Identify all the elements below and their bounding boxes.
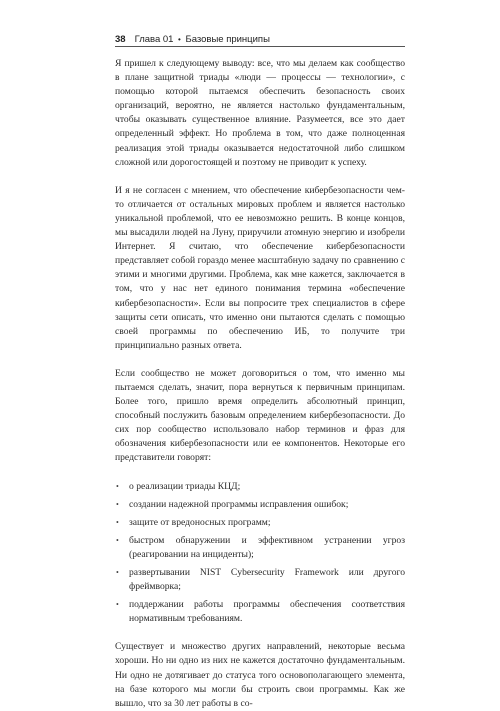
list-item-text: о реализации триады КЦД; [129, 480, 241, 492]
header-rule [115, 46, 405, 47]
bullet-icon: • [116, 600, 119, 610]
list-item [115, 516, 405, 530]
list-item [115, 480, 405, 494]
bullet-list [115, 480, 405, 627]
bullet-icon: • [116, 517, 119, 527]
list-item [115, 534, 405, 562]
paragraph-4: Существует и множество других направлений, некоторые весьма хороши. Но ни одно из них не кажется достаточно фундаментальным. Ни одно не дотягивает до статуса того основополагающего элемента, на базе которого мы могли бы строить свои программы. Как же вышло, что за 30 лет работы в со- [115, 641, 405, 709]
paragraph-2: И я не согласен с мнением, что обеспечение кибербезопасности чем-то отличается от остальных мировых проблем и является настолько уникальной проблемой, что ее невозможно решить. В конце концов, мы высадили людей на Луну, приручили атомную энергию и изобрели Интернет. Я считаю, что обеспечение кибербезопасности представляет собой гораздо менее масштабную задачу по сравнению с этими и многими другими. Проблема, как мне кажется, заключается в том, что у нас нет единого понимания термина «обеспечение кибербезопасности». Если вы попросите трех специалистов в сфере защиты сети описать, что именно они пытаются сделать с помощью своей программы по обеспечению ИБ, то получите три принципиально разных ответа. [115, 184, 405, 351]
list-item-text: поддержании работы программы обеспечения соответствия нормативным требованиям. [129, 599, 405, 625]
list-item-text: быстром обнаружении и эффективном устранении угроз (реагировании на инциденты); [129, 534, 405, 560]
paragraph-1: Я пришел к следующему выводу: все, что мы делаем как сообщество в плане защитной триады «люди — процессы — технологии», с помощью которой пытаемся обеспечить безопасность своих организаций, вероятно, не является настолько фундаментальным, чтобы оказывать существенное влияние. Разумеется, все это дает определенный эффект. Но проблема в том, что даже полноценная реализация этой триады оказывается недостаточной либо слишком сложной или дорогостоящей и поэтому не приводит к успеху. [115, 58, 405, 168]
header-bullet: • [178, 35, 181, 44]
bullet-icon: • [116, 535, 119, 545]
list-item-text: развертывании NIST Cybersecurity Framework или другого фреймворка; [129, 567, 405, 593]
section-title: Базовые принципы [185, 34, 270, 45]
bullet-icon: • [116, 499, 119, 509]
list-item-text: создании надежной программы исправления ошибок; [129, 498, 349, 510]
page-body [115, 57, 405, 711]
list-item [115, 598, 405, 626]
bullet-icon: • [116, 481, 119, 491]
bullet-icon: • [116, 568, 119, 577]
list-item-text: защите от вредоносных программ; [129, 516, 271, 528]
paragraph-3: Если сообщество не может договориться о том, что именно мы пытаемся сделать, значит, пора вернуться к первичным принципам. Более того, пришло время определить абсолютный принцип, способный послужить базовым определением кибербезопасности. До сих пор сообщество использовало набор терминов и фраз для обозначения кибербезопасности или ее компонентов. Некоторые его представители говорят: [115, 367, 405, 464]
list-item [115, 566, 405, 594]
page-number: 38 [115, 34, 126, 45]
chapter-label: Глава 01 [134, 34, 174, 45]
